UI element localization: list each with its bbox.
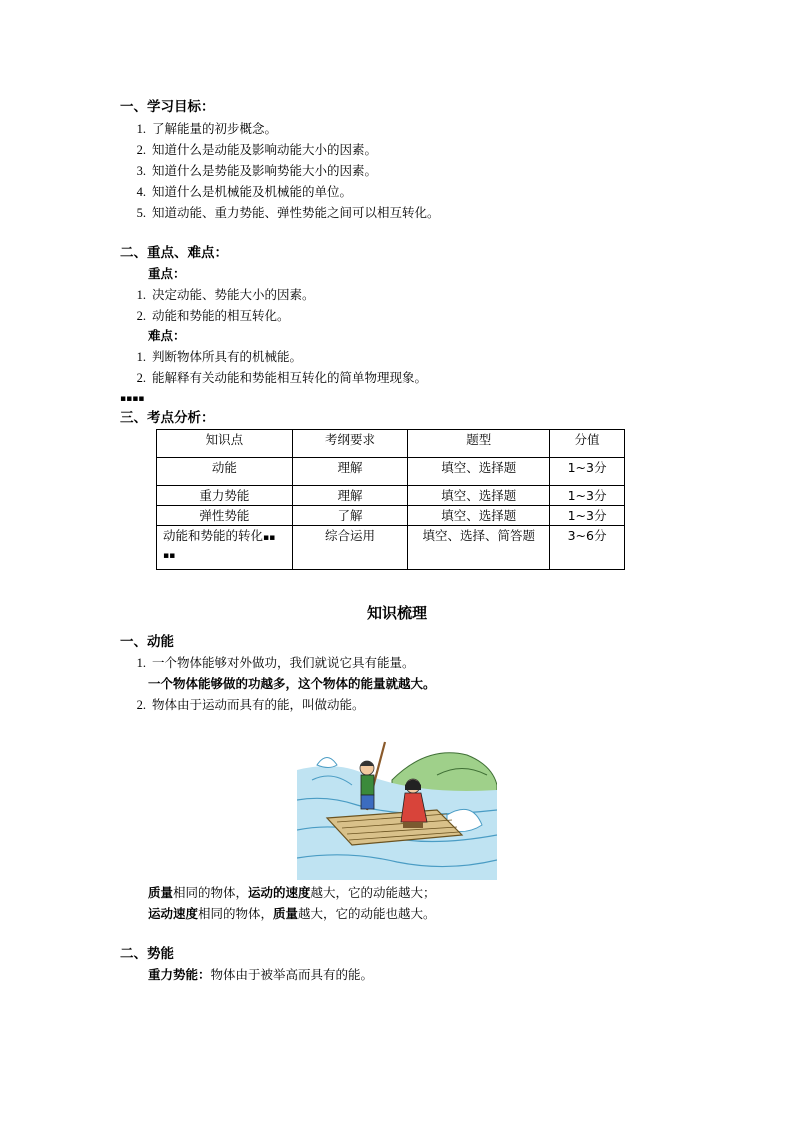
table-cell: 重力势能 (157, 486, 293, 506)
table-cell: 理解 (292, 458, 408, 486)
emphasis-text: 运动的速度 (248, 885, 311, 900)
section2-title: 二、重点、难点： (120, 245, 228, 261)
table-cell: 了解 (292, 506, 408, 526)
table-row (157, 506, 625, 526)
list-number: 1. (136, 350, 146, 364)
ellipsis-marker: ▪▪ (263, 533, 276, 543)
list-number: 1. (136, 288, 146, 302)
raft-illustration (297, 740, 497, 880)
table-cell: 填空、选择题 (408, 506, 550, 526)
section1-title: 一、学习目标： (120, 99, 215, 115)
list-number: 4. (136, 185, 146, 199)
table-cell: 填空、选择题 (408, 458, 550, 486)
list-item (128, 348, 302, 366)
list-item (128, 286, 315, 304)
plain-text: 越大，它的动能也越大。 (298, 906, 436, 921)
list-text: 动能和势能的相互转化。 (152, 308, 290, 323)
list-number: 2. (136, 309, 146, 323)
section3-title: 三、考点分析： (120, 410, 215, 426)
table-cell: 3~6分 (550, 526, 625, 570)
review-title: 知识梳理 (366, 604, 427, 622)
list-item (128, 183, 352, 201)
table-cell: 理解 (292, 486, 408, 506)
list-text: 知道什么是动能及影响动能大小的因素。 (152, 142, 378, 157)
term-label: 重力势能： (148, 967, 211, 982)
potential-definition (148, 966, 373, 984)
list-item (128, 162, 377, 180)
ellipsis-marker: ▪▪ (163, 551, 176, 561)
list-item (128, 141, 377, 159)
list-text: 知道动能、重力势能、弹性势能之间可以相互转化。 (152, 205, 440, 220)
table-cell: 弹性势能 (157, 506, 293, 526)
table-cell: 1~3分 (550, 506, 625, 526)
table-cell: 1~3分 (550, 486, 625, 506)
definition-text: 物体由于被举高而具有的能。 (210, 967, 374, 982)
list-text: 一个物体能够对外做功，我们就说它具有能量。 (152, 655, 415, 670)
table-cell: 综合运用 (292, 526, 408, 570)
table-cell: 填空、选择题 (408, 486, 550, 506)
list-text: 判断物体所具有的机械能。 (152, 349, 303, 364)
plain-text: 相同的物体， (198, 906, 274, 921)
raft-picture (297, 740, 497, 880)
list-text: 了解能量的初步概念。 (152, 121, 278, 136)
bold-statement: 一个物体能够做的功越多，这个物体的能量就越大。 (148, 676, 436, 691)
list-number: 3. (136, 164, 146, 178)
kinetic-rule-speed (148, 905, 436, 923)
list-item (128, 307, 290, 325)
table-cell: 填空、选择、简答题 (408, 526, 550, 570)
table-header: 知识点 (157, 430, 293, 458)
list-text: 能解释有关动能和势能相互转化的简单物理现象。 (152, 370, 428, 385)
plain-text: 越大，它的动能越大； (310, 885, 436, 900)
list-item (128, 654, 415, 672)
emphasis-text: 运动速度 (148, 906, 199, 921)
list-number: 1. (136, 656, 146, 670)
table-row (157, 486, 625, 506)
part1-title: 一、动能 (120, 634, 174, 650)
table-cell: 1~3分 (550, 458, 625, 486)
list-text: 知道什么是势能及影响势能大小的因素。 (152, 163, 378, 178)
ellipsis-marker: ▪▪▪▪ (120, 394, 145, 404)
list-number: 1. (136, 122, 146, 136)
list-text: 物体由于运动而具有的能，叫做动能。 (152, 697, 365, 712)
emphasis-text: 质量 (148, 885, 174, 900)
table-cell-text: 动能和势能的转化 (163, 528, 264, 543)
emphasis-text: 质量 (273, 906, 299, 921)
table-header-row (157, 430, 625, 458)
list-text: 知道什么是机械能及机械能的单位。 (152, 184, 353, 199)
list-item (128, 204, 440, 222)
plain-text: 相同的物体， (173, 885, 249, 900)
table-cell (157, 526, 293, 570)
part2-title: 二、势能 (120, 946, 174, 962)
table-cell: 动能 (157, 458, 293, 486)
table-row (157, 526, 625, 570)
list-number: 5. (136, 206, 146, 220)
key-points-label: 重点： (148, 266, 186, 281)
list-number: 2. (136, 143, 146, 157)
difficult-points-label: 难点： (148, 328, 186, 343)
exam-points-table (156, 429, 625, 570)
table-header: 考纲要求 (292, 430, 408, 458)
list-number: 2. (136, 698, 146, 712)
list-item (128, 120, 277, 138)
list-item (128, 369, 427, 387)
kinetic-rule-mass (148, 884, 436, 902)
list-number: 2. (136, 371, 146, 385)
table-header: 题型 (408, 430, 550, 458)
table-header: 分值 (550, 430, 625, 458)
list-item (128, 696, 365, 714)
table-row (157, 458, 625, 486)
list-text: 决定动能、势能大小的因素。 (152, 287, 315, 302)
